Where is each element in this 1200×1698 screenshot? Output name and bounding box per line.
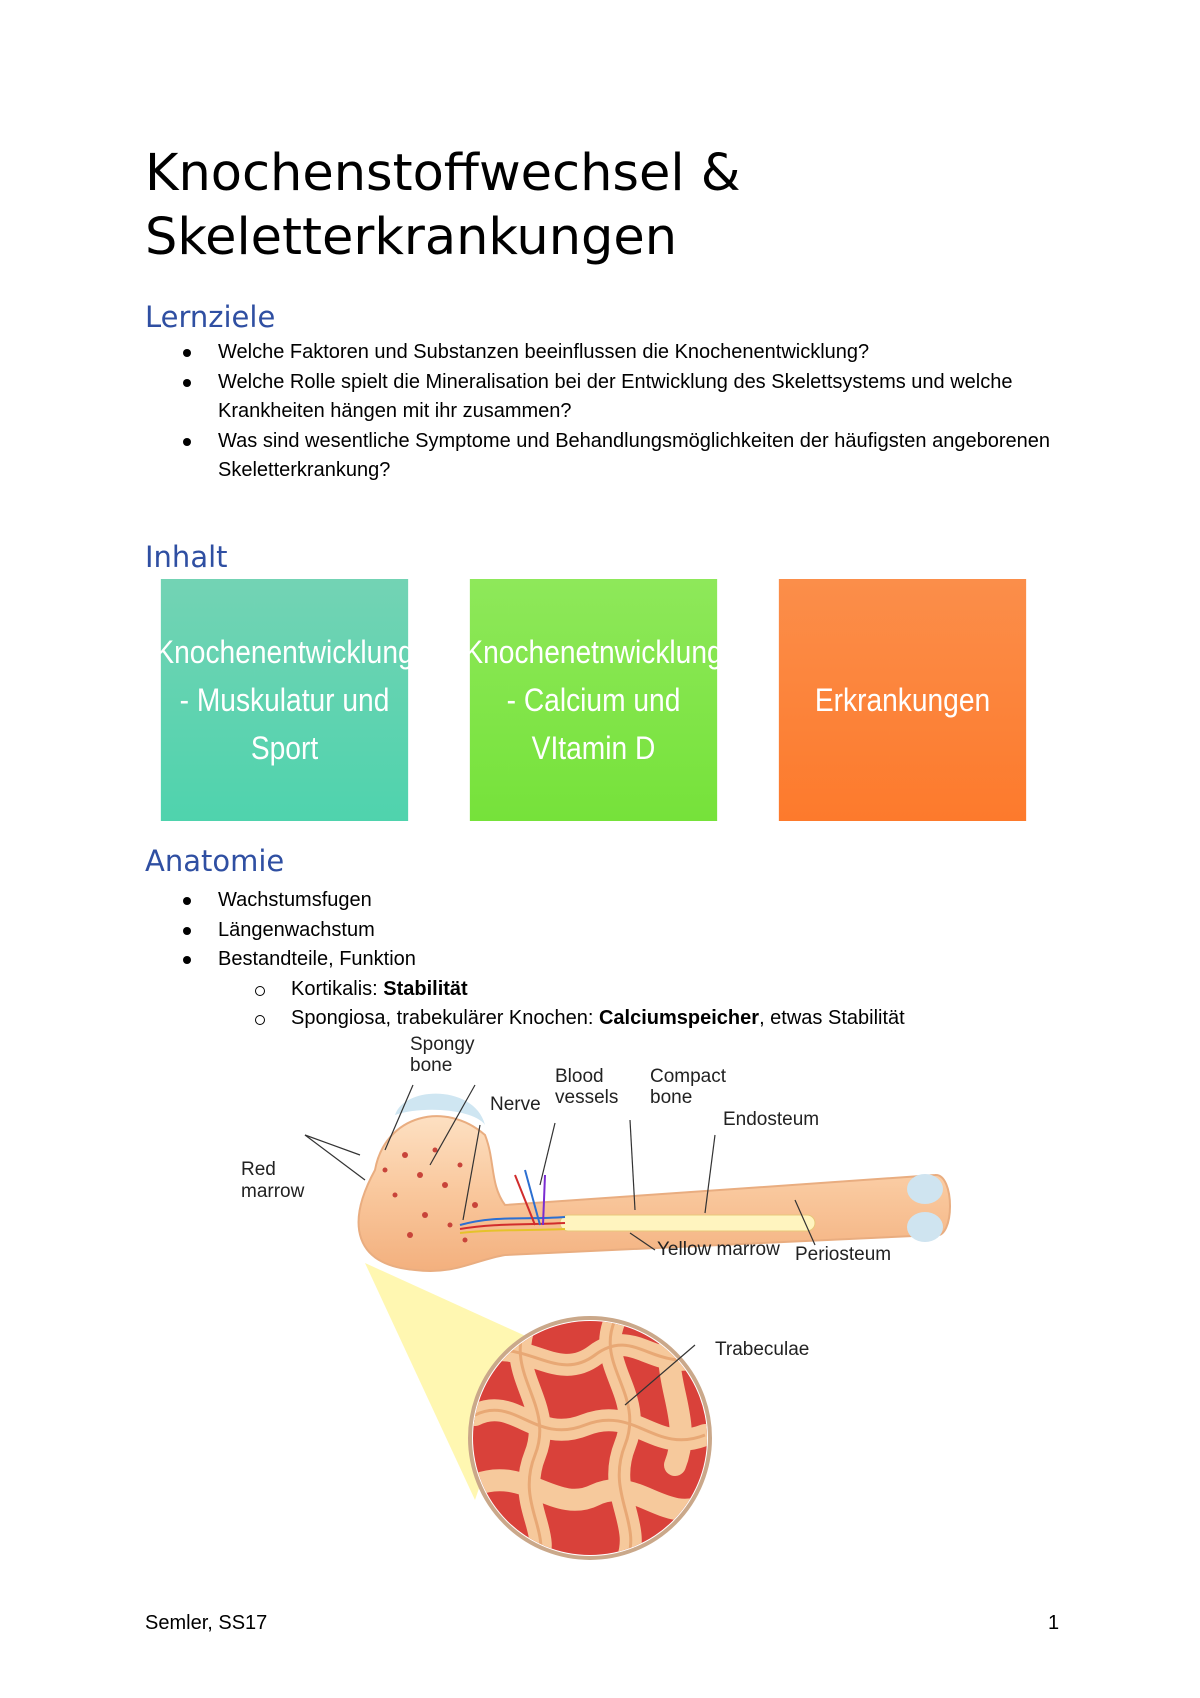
heading-lernziele: Lernziele — [145, 300, 276, 334]
label-yellow-marrow: Yellow marrow — [657, 1239, 780, 1260]
page-title — [145, 142, 1105, 270]
bone-anatomy-illustration — [235, 1034, 955, 1550]
content-box-erkrankungen — [779, 579, 1026, 821]
label-red-marrow: Red — [241, 1159, 276, 1180]
list-item: Bestandteile, Funktion — [145, 945, 1065, 975]
footer-author: Semler, SS17 — [145, 1612, 268, 1634]
title-line-2: Skeletterkrankungen — [145, 208, 678, 267]
list-item: Was sind wesentliche Symptome und Behandlungsmöglichkeiten der häufigsten angeborenen Skeletterkrankung? — [145, 427, 1065, 486]
label-compact-bone-2: bone — [650, 1087, 693, 1108]
label-blood-vessels-2: vessels — [555, 1087, 619, 1108]
label-blood-vessels: Blood — [555, 1066, 604, 1087]
label-endosteum: Endosteum — [723, 1109, 820, 1130]
list-item: Welche Faktoren und Substanzen beeinflussen die Knochenentwicklung? — [145, 338, 1065, 368]
label-spongy-bone: Spongy — [410, 1034, 475, 1055]
list-item: Wachstumsfugen — [145, 886, 1065, 916]
lernziele-list — [145, 338, 1065, 486]
content-box-knochenentwicklung-muskulatur — [155, 579, 414, 821]
title-line-1: Knochenstoffwechsel & — [145, 144, 741, 203]
sub-list-item: Kortikalis: Stabilität — [145, 975, 1065, 1005]
content-box-knochenentwicklung-calcium — [464, 579, 723, 821]
condyle-bottom — [907, 1212, 943, 1242]
content-box-label: Erkrankungen — [814, 682, 991, 718]
sub-list-item: Spongiosa, trabekulärer Knochen: Calciumspeicher, etwas Stabilität — [145, 1004, 1065, 1034]
page-number: 1 — [1048, 1612, 1060, 1634]
anatomie-list — [145, 886, 1065, 1034]
label-spongy-bone-2: bone — [410, 1055, 453, 1076]
condyle-top — [907, 1174, 943, 1204]
label-trabeculae: Trabeculae — [715, 1339, 810, 1360]
label-compact-bone: Compact — [650, 1066, 727, 1087]
label-red-marrow-2: marrow — [241, 1181, 305, 1202]
list-item: Längenwachstum — [145, 916, 1065, 946]
label-periosteum: Periosteum — [795, 1244, 892, 1265]
heading-anatomie: Anatomie — [145, 844, 285, 878]
label-nerve: Nerve — [490, 1094, 541, 1115]
content-box-label: Knochenentwicklung - Muskulatur und Sport — [155, 634, 414, 766]
list-item: Welche Rolle spielt die Mineralisation bei der Entwicklung des Skelettsystems und welche Krankheiten hängen mit ihr zusammen? — [145, 368, 1065, 427]
content-box-label: Knochenetnwicklung - Calcium und VItamin D — [464, 634, 723, 766]
yellow-marrow-cavity — [560, 1215, 815, 1231]
heading-inhalt: Inhalt — [145, 540, 228, 574]
